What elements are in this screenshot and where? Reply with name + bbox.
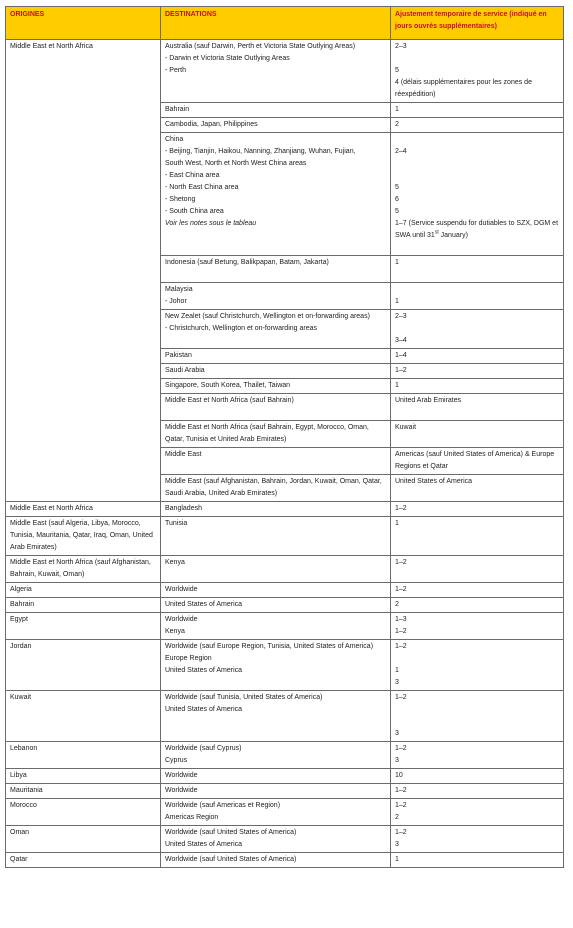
header-row: [6, 7, 564, 40]
destination-line: South West, North et North West China areas: [165, 160, 307, 167]
origin-cell: Middle East (sauf Algeria, Libya, Morocco, Tunisia, Mauritania, Qatar, Iraq, Oman, United Arab Emirates): [6, 517, 161, 556]
origin-cell: Mauritania: [6, 784, 161, 799]
destination-line: Voir les notes sous le tableau: [165, 220, 257, 227]
destination-line: Tunisia: [165, 520, 188, 527]
adjustment-cell: [391, 799, 564, 826]
adjustment-line: 2: [395, 814, 399, 821]
destination-line: United States of America: [165, 706, 243, 713]
destination-line: Kuwait: [395, 424, 417, 431]
destination-line: Australia (sauf Darwin, Perth et Victoria State Outlying Areas): [165, 43, 356, 50]
destination-line: [165, 728, 386, 740]
destination-line: [165, 230, 386, 242]
adjustment-line: 2–3: [395, 43, 407, 50]
adjustment-line: [395, 158, 559, 170]
adjustment-line: 3: [395, 841, 399, 848]
table-row: [6, 742, 564, 769]
destination-cell: [161, 502, 391, 517]
header-adjustment: Ajustement temporaire de service (indiqué en jours ouvrés supplémentaires): [391, 7, 564, 40]
destination-cell: [161, 640, 391, 691]
table-row: [6, 799, 564, 826]
destination-line: Bangladesh: [165, 505, 202, 512]
destination-cell: [161, 826, 391, 853]
adjustment-line: 2: [395, 121, 399, 128]
adjustment-line: 5: [395, 184, 399, 191]
destination-line: - North East China area: [165, 184, 239, 191]
adjustment-line: 3: [395, 757, 399, 764]
adjustment-line: [395, 653, 559, 665]
destination-cell: [161, 853, 391, 868]
destination-line: Saudi Arabia: [165, 367, 205, 374]
origin-cell: Algeria: [6, 583, 161, 598]
destination-cell: [161, 583, 391, 598]
adjustment-line: 3–4: [395, 337, 407, 344]
adjustment-line: [395, 269, 559, 281]
destination-line: Worldwide: [165, 616, 198, 623]
adjustment-cell: [391, 517, 564, 556]
adjustment-cell: [391, 502, 564, 517]
destination-cell: [161, 742, 391, 769]
adjustment-cell: [391, 103, 564, 118]
adjustment-line: 1–7 (Service suspendu for dutiables to SZX, DGM et SWA until 31st January): [395, 220, 559, 239]
destination-cell: [161, 379, 391, 394]
adjustment-line: 1–2: [395, 505, 407, 512]
origin-cell: Oman: [6, 826, 161, 853]
table-row: [6, 517, 564, 556]
adjustment-line: 4 (délais supplémentaires pour les zones de réexpédition): [395, 79, 532, 98]
adjustment-line: 3: [395, 679, 399, 686]
destination-line: - Johor: [165, 298, 187, 305]
table-row: [6, 613, 564, 640]
adjustment-line: [395, 53, 559, 65]
destination-line: Worldwide (sauf United States of America): [165, 856, 297, 863]
adjustment-cell: [391, 598, 564, 613]
adjustment-cell: [391, 784, 564, 799]
adjustment-line: 1–2: [395, 829, 407, 836]
adjustment-cell: [391, 691, 564, 742]
adjustment-line: 1: [395, 856, 399, 863]
destination-line: United Arab Emirates: [395, 397, 462, 404]
table-row: [6, 691, 564, 742]
destination-cell: [391, 421, 564, 448]
destination-line: Worldwide (sauf Europe Region, Tunisia, United States of America): [165, 643, 374, 650]
adjustment-cell: [391, 349, 564, 364]
destination-line: - Perth: [165, 67, 187, 74]
destination-line: Kenya: [165, 559, 185, 566]
service-adjustment-table: [5, 6, 564, 868]
adjustment-cell: [391, 853, 564, 868]
destination-cell: [161, 769, 391, 784]
destination-line: Europe Region: [165, 655, 212, 662]
origin-cell: Middle East et North Africa: [6, 502, 161, 517]
adjustment-cell: [391, 826, 564, 853]
destination-cell: [161, 283, 391, 310]
destination-line: [165, 269, 386, 281]
destination-line: Worldwide (sauf Cyprus): [165, 745, 242, 752]
destination-line: - Christchurch, Wellington et on-forwarding areas: [165, 325, 317, 332]
adjustment-cell: [391, 742, 564, 769]
adjustment-line: 1–2: [395, 643, 407, 650]
adjustment-line: 1–2: [395, 787, 407, 794]
adjustment-cell: [391, 613, 564, 640]
destination-line: - Beijing, Tianjin, Haikou, Nanning, Zhanjiang, Wuhan, Fujian,: [165, 148, 356, 155]
destination-cell: [161, 310, 391, 349]
table-body: [6, 40, 564, 868]
table-row: [6, 598, 564, 613]
destination-line: United States of America: [395, 478, 473, 485]
origin-cell: Kuwait: [6, 691, 161, 742]
destination-line: Americas (sauf United States of America) & Europe Regions et Qatar: [395, 451, 555, 470]
table-row: [6, 769, 564, 784]
adjustment-line: 1–2: [395, 586, 407, 593]
table-row: [6, 826, 564, 853]
adjustment-cell: [391, 556, 564, 583]
destination-cell: [161, 40, 391, 103]
destination-cell: [161, 133, 391, 256]
destination-cell: [161, 364, 391, 379]
table-row: [6, 853, 564, 868]
origin-cell: Middle East (sauf Afghanistan, Bahrain, Jordan, Kuwait, Oman, Qatar, Saudi Arabia, United Arab Emirates): [161, 475, 391, 502]
destination-line: Worldwide: [165, 586, 198, 593]
adjustment-line: 1–4: [395, 352, 407, 359]
destination-cell: [161, 256, 391, 283]
destination-line: Malaysia: [165, 286, 193, 293]
destination-line: United States of America: [165, 667, 243, 674]
destination-cell: [161, 799, 391, 826]
destination-line: Worldwide (sauf United States of America): [165, 829, 297, 836]
adjustment-cell: [391, 310, 564, 349]
adjustment-line: 1–2: [395, 694, 407, 701]
adjustment-cell: [391, 118, 564, 133]
adjustment-cell: [391, 769, 564, 784]
adjustment-line: 1–3: [395, 616, 407, 623]
adjustment-cell: [391, 256, 564, 283]
destination-line: Worldwide (sauf Americas et Region): [165, 802, 281, 809]
adjustment-line: 1–2: [395, 628, 407, 635]
adjustment-line: [395, 242, 559, 254]
origin-cell: Morocco: [6, 799, 161, 826]
adjustment-line: [395, 704, 559, 716]
adjustment-cell: [391, 364, 564, 379]
destination-line: [165, 716, 386, 728]
destination-line: China: [165, 136, 184, 143]
adjustment-line: 3: [395, 730, 399, 737]
destination-line: New Zealet (sauf Christchurch, Wellington et on-forwarding areas): [165, 313, 370, 320]
destination-line: Worldwide: [165, 787, 198, 794]
destination-cell: [391, 394, 564, 421]
destination-cell: [161, 613, 391, 640]
destination-line: Kenya: [165, 628, 185, 635]
adjustment-cell: [391, 283, 564, 310]
origin-cell: Middle East et North Africa (sauf Afghanistan, Bahrain, Kuwait, Oman): [6, 556, 161, 583]
adjustment-cell: [391, 583, 564, 598]
destination-line: - South China area: [165, 208, 224, 215]
destination-cell: [161, 517, 391, 556]
adjustment-line: 1: [395, 298, 399, 305]
destination-line: United States of America: [165, 841, 243, 848]
destination-line: - East China area: [165, 172, 220, 179]
origin-cell: Jordan: [6, 640, 161, 691]
adjustment-line: 1–2: [395, 367, 407, 374]
adjustment-line: 1–2: [395, 559, 407, 566]
origin-cell: Bahrain: [6, 598, 161, 613]
destination-cell: [161, 598, 391, 613]
adjustment-line: [395, 170, 559, 182]
adjustment-line: 1: [395, 106, 399, 113]
destination-cell: [161, 556, 391, 583]
adjustment-line: 1: [395, 382, 399, 389]
destination-line: United States of America: [165, 601, 243, 608]
destination-line: Singapore, South Korea, Thailet, Taiwan: [165, 382, 291, 389]
table-row: [6, 784, 564, 799]
destination-line: Americas Region: [165, 814, 219, 821]
destination-line: - Darwin et Victoria State Outlying Areas: [165, 55, 290, 62]
destination-line: [165, 77, 386, 89]
origin-cell: Middle East: [161, 448, 391, 475]
adjustment-line: 10: [395, 772, 403, 779]
adjustment-cell: [391, 379, 564, 394]
adjustment-line: 5: [395, 208, 399, 215]
table-row: [6, 502, 564, 517]
destination-line: - Shetong: [165, 196, 196, 203]
adjustment-line: 2–4: [395, 148, 407, 155]
adjustment-line: 6: [395, 196, 399, 203]
origin-cell: Egypt: [6, 613, 161, 640]
adjustment-line: [395, 716, 559, 728]
destination-line: Bahrain: [165, 106, 190, 113]
destination-cell: [161, 118, 391, 133]
destination-cell: [161, 349, 391, 364]
table-row: [6, 583, 564, 598]
origin-cell: Qatar: [6, 853, 161, 868]
table-row: [6, 556, 564, 583]
adjustment-cell: [391, 133, 564, 256]
origin-cell: Middle East et North Africa: [6, 40, 161, 502]
destination-line: Cyprus: [165, 757, 188, 764]
destination-cell: [161, 784, 391, 799]
adjustment-line: 1: [395, 667, 399, 674]
adjustment-line: 1: [395, 520, 399, 527]
origin-cell: Lebanon: [6, 742, 161, 769]
destination-cell: [161, 691, 391, 742]
origin-cell: Middle East et North Africa (sauf Bahrain): [161, 394, 391, 421]
destination-line: Indonesia (sauf Betung, Balikpapan, Batam, Jakarta): [165, 259, 329, 266]
adjustment-line: 1–2: [395, 745, 407, 752]
destination-cell: [391, 448, 564, 475]
adjustment-line: [395, 134, 559, 146]
adjustment-line: 2: [395, 601, 399, 608]
destination-line: Worldwide (sauf Tunisia, United States of America): [165, 694, 323, 701]
header-destinations: DESTINATIONS: [161, 7, 391, 40]
destination-line: Worldwide: [165, 772, 198, 779]
origin-cell: Libya: [6, 769, 161, 784]
origin-cell: Middle East et North Africa (sauf Bahrain, Egypt, Morocco, Oman, Qatar, Tunisia et United Arab Emirates): [161, 421, 391, 448]
table-row: [6, 40, 564, 103]
destination-line: Cambodia, Japan, Philippines: [165, 121, 258, 128]
adjustment-line: 5: [395, 67, 399, 74]
adjustment-line: 1–2: [395, 802, 407, 809]
table-row: [6, 640, 564, 691]
adjustment-line: [395, 323, 559, 335]
adjustment-cell: [391, 640, 564, 691]
adjustment-line: 2–3: [395, 313, 407, 320]
header-origins: ORIGINES: [6, 7, 161, 40]
adjustment-line: 1: [395, 259, 399, 266]
adjustment-line: [395, 284, 559, 296]
adjustment-cell: [391, 40, 564, 103]
destination-cell: [161, 103, 391, 118]
destination-line: Pakistan: [165, 352, 192, 359]
destination-cell: [391, 475, 564, 502]
